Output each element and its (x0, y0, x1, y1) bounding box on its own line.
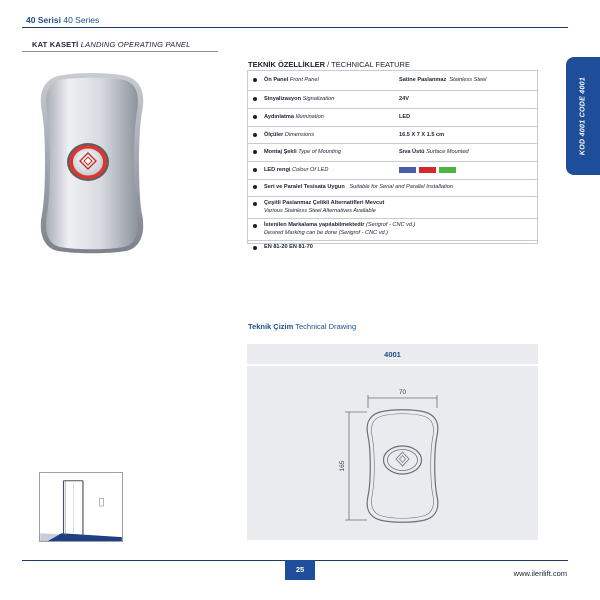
row-label-en: Dimensions (284, 131, 315, 138)
table-row (247, 240, 538, 253)
table-row (247, 70, 538, 90)
tech-features-title (248, 60, 410, 69)
row-label-en: Type of Mounting (298, 149, 342, 155)
note-tr-detail: (Serigrof - CNC vd.) (365, 221, 416, 228)
table-row (247, 90, 538, 108)
row-value-tr: 16.5 X 7 X 1.5 cm (399, 131, 445, 138)
row-label-tr: Montaj Şekli (264, 149, 297, 155)
product-panel-image (36, 72, 148, 254)
table-row (247, 126, 538, 143)
note-tr: Seri ve Paralel Tesisata Uygun (264, 184, 345, 191)
row-label-tr: Ölçüler (264, 131, 284, 138)
website-url: www.ilerilift.com (513, 569, 567, 578)
note-en: Suitable for Serial and Parallel Installation (349, 184, 453, 191)
section-title-en: LANDING OPERATING PANEL (80, 40, 191, 49)
row-label-en: Colour Of LED (291, 167, 329, 173)
row-value-tr: LED (399, 114, 411, 120)
drawing-code: 4001 (247, 344, 538, 366)
row-label-tr: Sinyalizasyon (264, 96, 301, 102)
table-row (247, 196, 538, 218)
table-row (247, 108, 538, 126)
tech-title-sep: / (325, 60, 332, 69)
section-heading (32, 40, 191, 49)
led-color-red-swatch (419, 167, 436, 173)
led-color-blue-swatch (399, 167, 416, 173)
row-label-tr: Ön Panel (264, 76, 289, 83)
table-row (247, 143, 538, 161)
row-label-en: Signalization (302, 96, 335, 102)
note-tr: EN 81-20 EN 81-70 (264, 243, 313, 250)
row-value-tr: 24V (399, 96, 409, 102)
table-row (247, 179, 538, 196)
technical-drawing (247, 366, 538, 540)
technical-drawing-box (247, 344, 538, 540)
drawing-width-label: 70 (398, 389, 407, 396)
tech-title-en: TECHNICAL FEATURE (331, 60, 410, 69)
row-label-en: Illumination (295, 114, 324, 120)
side-code-text: KOD 4001 CODE 4001 (579, 76, 587, 156)
series-title-en: 40 Series (63, 15, 100, 25)
drawing-title-tr: Teknik Çizim (248, 322, 294, 331)
top-divider (22, 27, 568, 28)
series-title-tr: 40 Serisi (26, 15, 61, 25)
row-value-tr: Satine Paslanmaz (399, 76, 447, 83)
row-value-tr: Sıva Üstü (399, 149, 425, 155)
row-label-en: Front Panel (289, 76, 319, 83)
drawing-height-label: 165 (339, 460, 346, 472)
page-number: 25 (285, 560, 315, 580)
table-row (247, 161, 538, 179)
tech-features-table (247, 70, 538, 253)
table-row (247, 218, 538, 240)
row-label-tr: Aydınlatma (264, 114, 294, 120)
row-value-en: Surface Mounted (426, 149, 469, 155)
led-color-green-swatch (439, 167, 456, 173)
section-title-tr: KAT KASETİ (32, 40, 79, 49)
note-tr: İstenilen Markalama yapılabilmektedir (264, 221, 365, 228)
drawing-title (248, 322, 356, 331)
elevator-door-thumbnail (39, 472, 123, 542)
note-en: Desired Marking can be done (Serigrof - CNC vd.) (264, 230, 389, 236)
side-code-tab (566, 57, 600, 175)
note-tr: Çeşitli Paslanmaz Çelikli Alternatifleri Mevcut (264, 199, 385, 206)
drawing-title-en: Technical Drawing (295, 322, 357, 331)
note-en: Various Stainless Steel Alternatives Available (264, 208, 376, 214)
row-value-en: Stainless Steel (449, 76, 487, 83)
tech-title-tr: TEKNİK ÖZELLİKLER (248, 60, 326, 69)
section-divider (22, 51, 218, 52)
series-title (26, 15, 99, 25)
row-label-tr: LED rengi (264, 167, 291, 173)
